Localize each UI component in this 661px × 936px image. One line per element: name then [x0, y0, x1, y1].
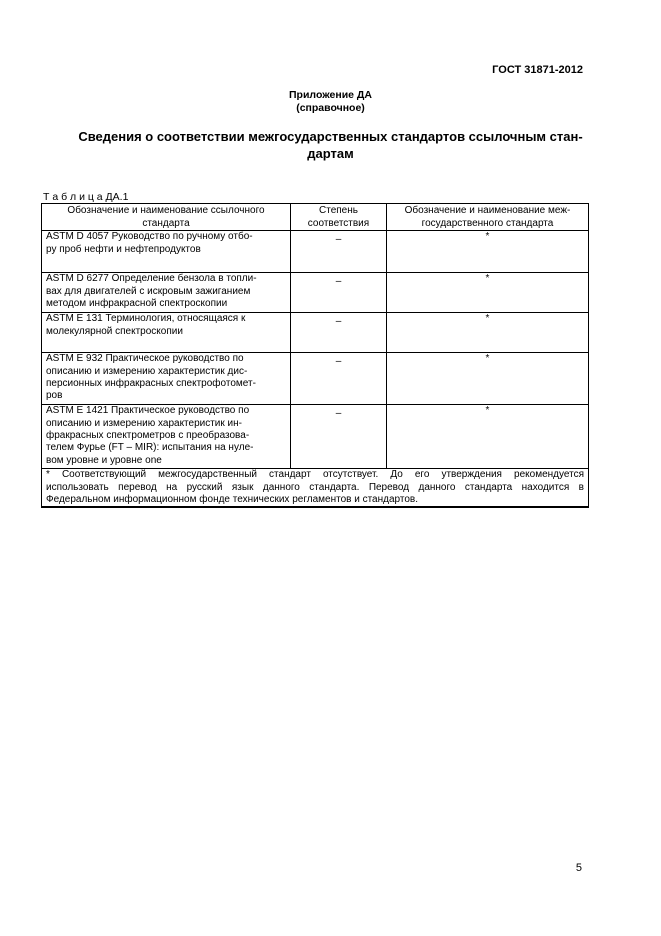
- table-row: [42, 405, 589, 469]
- correspondence-table: [41, 203, 589, 508]
- header-line: государственного стандарта: [421, 217, 554, 229]
- reference-standard-line: ASTM D 4057 Руководство по ручному отбо-: [46, 231, 253, 243]
- reference-standard-line: ру проб нефти и нефтепродуктов: [46, 243, 201, 255]
- interstate-standard-cell: *: [387, 313, 589, 353]
- header-reference-standard: [42, 204, 291, 231]
- degree-cell: –: [291, 405, 387, 469]
- reference-standard-line: персионных инфракрасных спектрофотомет-: [46, 378, 256, 389]
- annex-subtitle: (справочное): [296, 102, 365, 114]
- table-row: [42, 231, 589, 273]
- reference-standard-line: вом уровне и уровне one: [46, 454, 162, 466]
- reference-standard-cell: [42, 231, 291, 273]
- reference-standard-line: методом инфракрасной спектроскопии: [46, 298, 228, 309]
- heading-line: Сведения о соответствии межгосударственных стандартов ссылочным стан-: [78, 129, 583, 144]
- annex-title: Приложение ДА: [289, 89, 372, 101]
- reference-standard-cell: [42, 405, 291, 469]
- interstate-standard-cell: *: [387, 231, 589, 273]
- footnote-line: * Соответствующий межгосударственный стандарт отсутствует. До его утверждения рекомендуется: [46, 469, 584, 481]
- section-heading: [50, 128, 611, 162]
- reference-standard-cell: [42, 353, 291, 405]
- reference-standard-line: вах для двигателей с искровым зажиганием: [46, 285, 251, 297]
- reference-standard-line: фракрасных спектрометров с преобразова-: [46, 430, 250, 441]
- annex-title-block: [0, 89, 661, 115]
- reference-standard-cell: [42, 313, 291, 353]
- reference-standard-line: молекулярной спектроскопии: [46, 325, 183, 337]
- degree-cell: –: [291, 353, 387, 405]
- footnote-line: использовать перевод на русский язык данного стандарта. Перевод данного стандарта находится в: [46, 481, 584, 493]
- interstate-standard-cell: *: [387, 353, 589, 405]
- footnote-line: Федеральном информационном фонде технических регламентов и стандартов.: [46, 494, 418, 505]
- table-row: [42, 353, 589, 405]
- table-row: [42, 273, 589, 313]
- reference-standard-line: описанию и измерению характеристик дис-: [46, 365, 248, 377]
- table-label: Т а б л и ц а ДА.1: [43, 191, 129, 203]
- reference-standard-line: описанию и измерению характеристик ин-: [46, 417, 242, 429]
- header-line: стандарта: [142, 217, 190, 229]
- header-line: Обозначение и наименование меж-: [404, 205, 571, 216]
- table-row: [42, 313, 589, 353]
- header-line: соответствия: [307, 217, 370, 229]
- reference-standard-line: ASTM D 6277 Определение бензола в топли-: [46, 273, 257, 285]
- document-code: ГОСТ 31871-2012: [492, 64, 583, 76]
- reference-standard-line: ASTM E 932 Практическое руководство по: [46, 353, 244, 365]
- interstate-standard-cell: *: [387, 273, 589, 313]
- reference-standard-cell: [42, 273, 291, 313]
- table-footnote: [42, 469, 589, 508]
- reference-standard-line: ASTM E 131 Терминология, относящаяся к: [46, 313, 246, 325]
- degree-cell: –: [291, 231, 387, 273]
- reference-standard-line: ASTM E 1421 Практическое руководство по: [46, 405, 250, 417]
- header-interstate-standard: [387, 204, 589, 231]
- footnote-row: [42, 469, 589, 508]
- reference-standard-line: ров: [46, 390, 63, 402]
- degree-cell: –: [291, 273, 387, 313]
- header-line: Степень: [319, 205, 358, 216]
- page-number: 5: [575, 862, 582, 874]
- header-line: Обозначение и наименование ссылочного: [67, 205, 265, 216]
- interstate-standard-cell: *: [387, 405, 589, 469]
- degree-cell: –: [291, 313, 387, 353]
- header-degree: [291, 204, 387, 231]
- heading-line: дартам: [307, 146, 354, 161]
- table-header-row: [42, 204, 589, 231]
- reference-standard-line: телем Фурье (FT – MIR): испытания на нуле-: [46, 442, 254, 454]
